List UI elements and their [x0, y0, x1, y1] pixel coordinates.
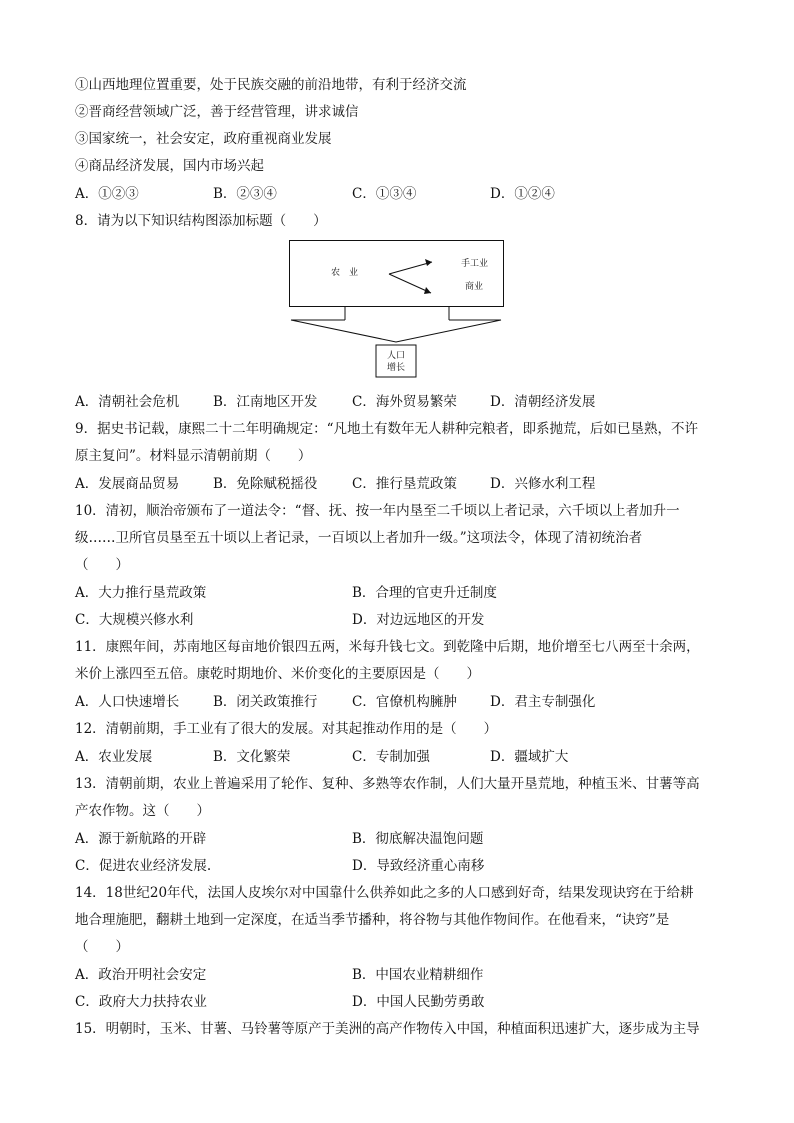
q8-option-d: D．清朝经济发展: [490, 394, 596, 410]
q7-option-c: C．①③④: [352, 186, 417, 202]
q9-option-d: D．兴修水利工程: [490, 476, 596, 492]
diagram-label-agriculture: 农 业: [331, 268, 359, 278]
q15-stem-1: 15．明朝时，玉米、甘薯、马铃薯等原产于美洲的高产作物传入中国，种植面积迅速扩大，逐步成为主导: [75, 1021, 700, 1037]
q11-option-c: C．官僚机构臃肿: [352, 694, 457, 710]
q10-option-d: D．对边远地区的开发: [352, 612, 485, 628]
q14-stem-3: （ ）: [75, 939, 129, 955]
q11-stem-2: 米价上涨四至五倍。康乾时期地价、米价变化的主要原因是（ ）: [75, 666, 480, 682]
q11-option-d: D．君主专制强化: [490, 694, 596, 710]
diagram-label-handicraft: 手工业: [461, 259, 489, 269]
diagram-label-population-2: 增长: [387, 363, 406, 373]
q7-option-b: B．②③④: [213, 186, 277, 202]
q14-option-b: B．中国农业精耕细作: [352, 967, 484, 983]
q12-option-c: C．专制加强: [352, 749, 430, 765]
q10-option-c: C．大规模兴修水利: [75, 612, 194, 628]
q12-option-b: B．文化繁荣: [213, 749, 291, 765]
q13-stem-2: 产农作物。这（ ）: [75, 803, 210, 819]
q13-option-c: C．促进农业经济发展.: [75, 858, 212, 874]
q9-stem-1: 9．据史书记载，康熙二十二年明确规定：“凡地土有数年无人耕种完粮者，即系抛荒，后如已垦熟，不许: [75, 421, 698, 437]
q10-option-b: B．合理的官吏升迁制度: [352, 585, 497, 601]
knowledge-structure-diagram: [289, 240, 505, 378]
q11-option-a: A．人口快速增长: [75, 694, 180, 710]
q13-stem-1: 13．清朝前期，农业上普遍采用了轮作、复种、多熟等农作制，人们大量开垦荒地，种植玉米、甘薯等高: [75, 776, 700, 792]
diagram-label-commerce: 商业: [465, 282, 484, 292]
q7-item-3: ③国家统一，社会安定，政府重视商业发展: [75, 131, 332, 147]
q14-option-a: A．政治开明社会安定: [75, 967, 207, 983]
q7-item-2: ②晋商经营领域广泛，善于经营管理，讲求诚信: [75, 104, 359, 120]
q14-option-c: C．政府大力扶持农业: [75, 994, 207, 1010]
q8-stem: 8．请为以下知识结构图添加标题（ ）: [75, 213, 327, 229]
q7-option-d: D．①②④: [490, 186, 555, 202]
q8-option-c: C．海外贸易繁荣: [352, 394, 457, 410]
q14-option-d: D．中国人民勤劳勇敢: [352, 994, 485, 1010]
q14-stem-1: 14．18世纪20年代，法国人皮埃尔对中国靠什么供养如此之多的人口感到好奇，结果发现诀窍在于给耕: [75, 885, 694, 901]
q10-stem-2: 级……卫所官员垦至五十顷以上者记录，一百顷以上者加升一级。”这项法令，体现了清初统治者: [75, 530, 643, 546]
q12-option-d: D．疆域扩大: [490, 749, 569, 765]
q8-option-a: A．清朝社会危机: [75, 394, 180, 410]
q9-stem-2: 原主复问”。材料显示清朝前期（ ）: [75, 448, 312, 464]
q11-option-b: B．闭关政策推行: [213, 694, 318, 710]
q9-option-c: C．推行垦荒政策: [352, 476, 457, 492]
q9-option-b: B．免除赋税摇役: [213, 476, 318, 492]
q10-stem-1: 10．清初，顺治帝颁布了一道法令：“督、抚、按一年内垦至二千顷以上者记录，六千顷以上者加升一: [75, 503, 680, 519]
q7-item-1: ①山西地理位置重要，处于民族交融的前沿地带，有利于经济交流: [75, 77, 467, 93]
q13-option-d: D．导致经济重心南移: [352, 858, 485, 874]
q14-stem-2: 地合理施肥，翻耕土地到一定深度，在适当季节播种，将谷物与其他作物间作。在他看来，“诀窍”是: [75, 912, 670, 928]
q12-stem-1: 12．清朝前期，手工业有了很大的发展。对其起推动作用的是（ ）: [75, 721, 498, 737]
q13-option-a: A．源于新航路的开辟: [75, 831, 207, 847]
q10-option-a: A．大力推行垦荒政策: [75, 585, 207, 601]
diagram-label-population-1: 人口: [387, 351, 406, 361]
q10-stem-3: （ ）: [75, 557, 129, 573]
q13-option-b: B．彻底解决温饱问题: [352, 831, 484, 847]
q7-item-4: ④商品经济发展，国内市场兴起: [75, 158, 264, 174]
q11-stem-1: 11．康熙年间，苏南地区每亩地价银四五两，米每升钱七文。到乾隆中后期，地价增至七八两至十余两，: [75, 639, 700, 655]
q12-option-a: A．农业发展: [75, 749, 153, 765]
q9-option-a: A．发展商品贸易: [75, 476, 180, 492]
q7-option-a: A．①②③: [75, 186, 139, 202]
q8-option-b: B．江南地区开发: [213, 394, 318, 410]
